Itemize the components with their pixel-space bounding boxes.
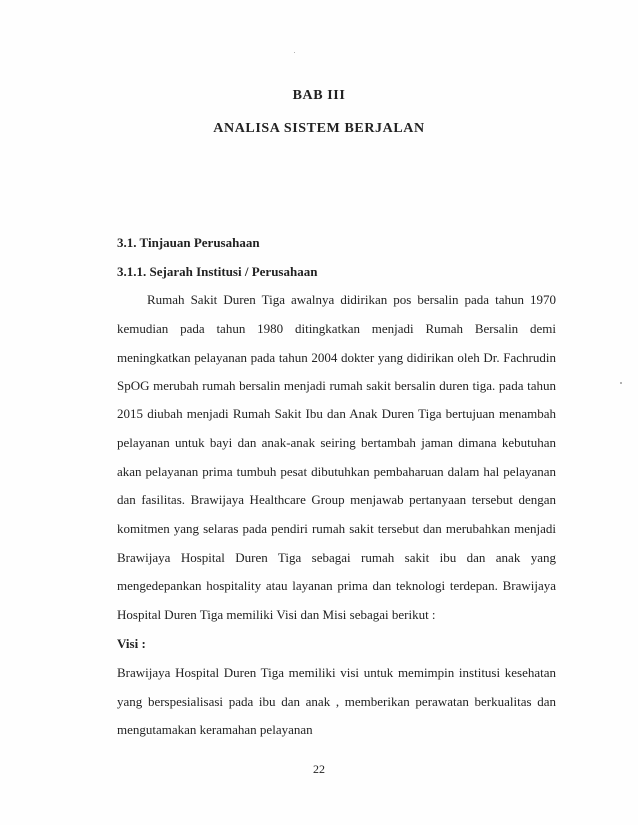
paragraph-line: mengedepankan hospitality atau layanan prima dan teknologi terdepan. Brawijaya: [117, 578, 556, 593]
scan-speck: [294, 52, 295, 53]
section-heading-3-1-1: 3.1.1. Sejarah Institusi / Perusahaan: [117, 264, 318, 279]
paragraph-line: akan pelayanan prima tumbuh pesat dibutuhkan pembaharuan dalam hal pelayanan: [117, 464, 556, 479]
chapter-label: BAB III: [292, 88, 346, 103]
chapter-title: ANALISA SISTEM BERJALAN: [213, 121, 425, 136]
paragraph-line: Brawijaya Hospital Duren Tiga sebagai rumah sakit ibu dan anak yang: [117, 550, 556, 565]
paragraph-line: mengutamakan keramahan pelayanan: [117, 722, 313, 737]
scan-speck: [620, 382, 622, 384]
paragraph-line: komitmen yang selaras pada pendiri rumah sakit tersebut dan merubahkan menjadi: [117, 521, 556, 536]
paragraph-line: Brawijaya Hospital Duren Tiga memiliki visi untuk memimpin institusi kesehatan: [117, 665, 556, 680]
paragraph-line: 2015 diubah menjadi Rumah Sakit Ibu dan Anak Duren Tiga bertujuan menambah: [117, 406, 556, 421]
visi-label: Visi :: [117, 636, 146, 651]
page-number: 22: [313, 762, 325, 776]
paragraph-line: yang berspesialisasi pada ibu dan anak , memberikan perawatan berkualitas dan: [117, 694, 556, 709]
paragraph-line: kemudian pada tahun 1980 ditingkatkan menjadi Rumah Bersalin demi: [117, 321, 556, 336]
paragraph-line: Rumah Sakit Duren Tiga awalnya didirikan pos bersalin pada tahun 1970: [147, 292, 556, 307]
paragraph-line: Hospital Duren Tiga memiliki Visi dan Misi sebagai berikut :: [117, 607, 436, 622]
paragraph-line: SpOG merubah rumah bersalin menjadi rumah sakit bersalin duren tiga. pada tahun: [117, 378, 556, 393]
paragraph-line: dan fasilitas. Brawijaya Healthcare Group menjawab pertanyaan tersebut dengan: [117, 492, 556, 507]
section-heading-3-1: 3.1. Tinjauan Perusahaan: [117, 235, 260, 250]
paragraph-line: meningkatkan pelayanan pada tahun 2004 dokter yang didirikan oleh Dr. Fachrudin: [117, 350, 556, 365]
paragraph-line: pelayanan untuk bayi dan anak-anak seiring bertambah jaman dimana kebutuhan: [117, 435, 556, 450]
